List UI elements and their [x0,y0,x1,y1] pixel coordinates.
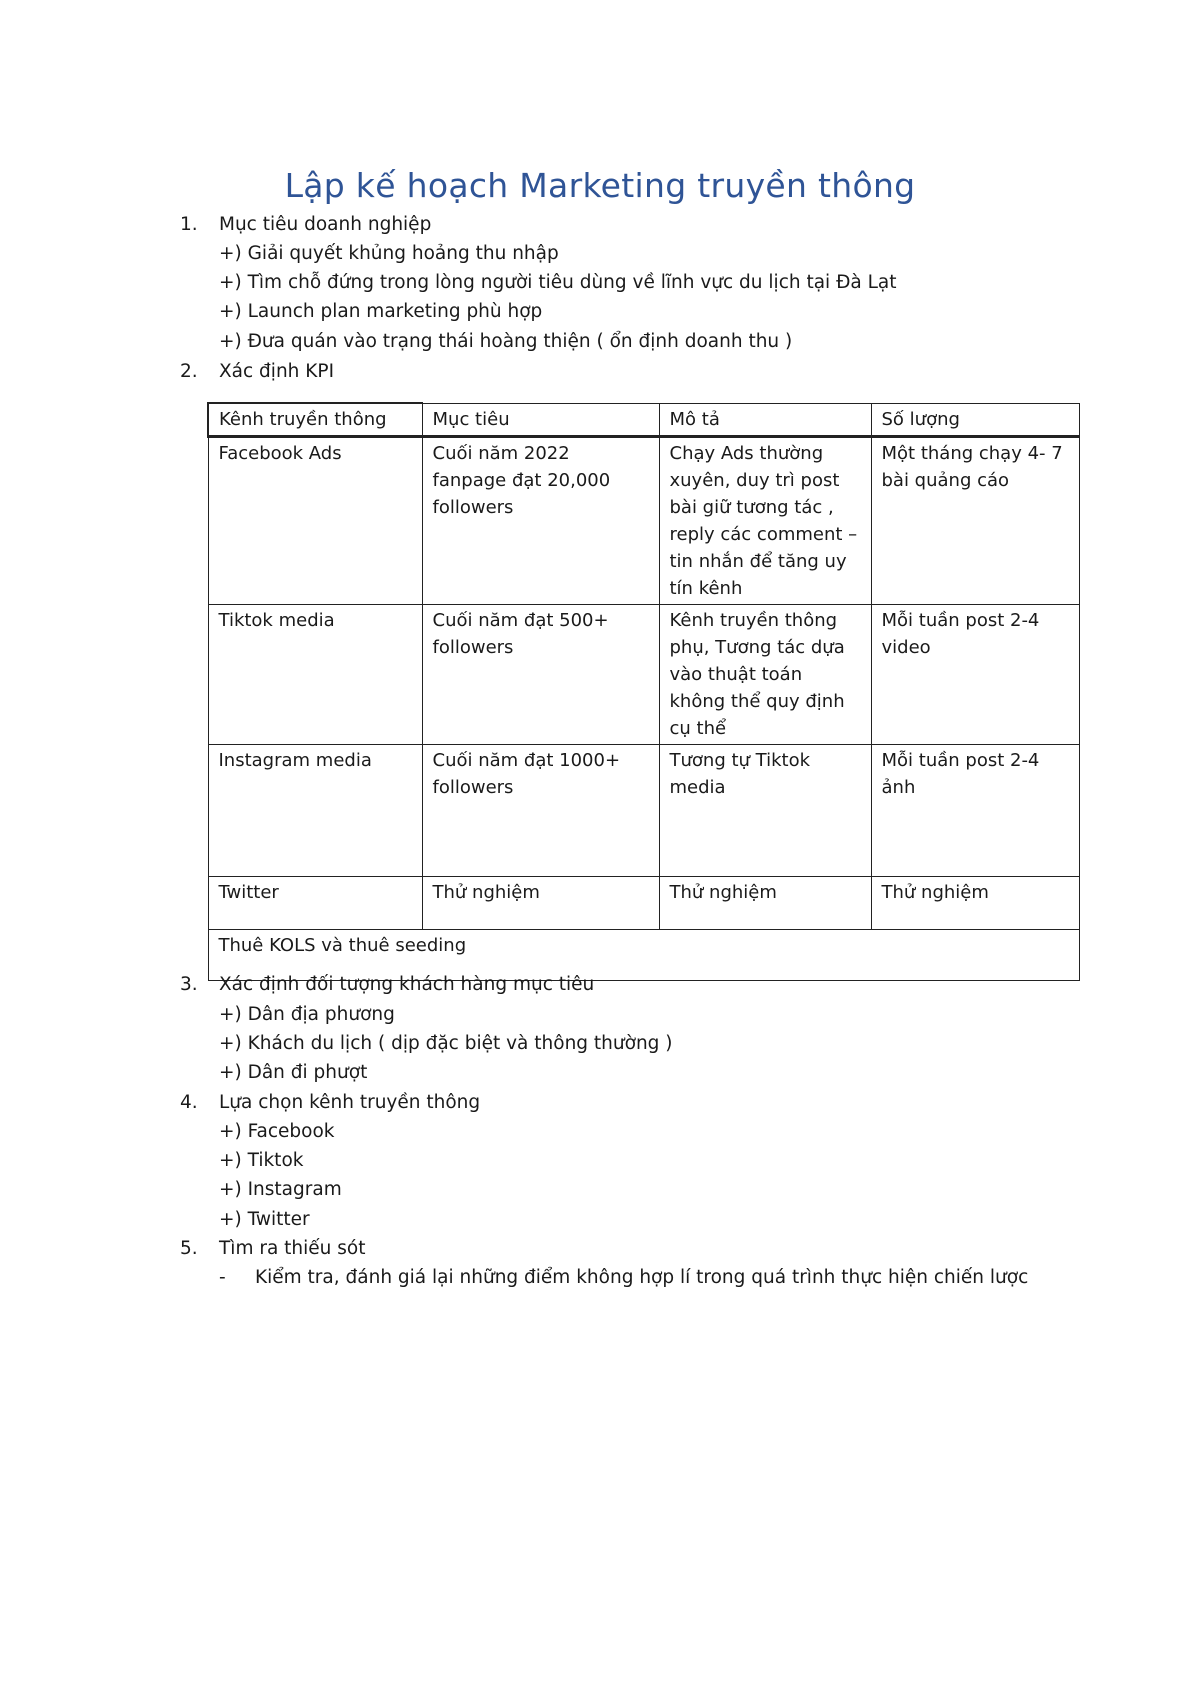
table-cell: Mỗi tuần post 2-4 video [871,605,1079,745]
table-cell: Thử nghiệm [659,877,871,930]
list-item: +) Đưa quán vào trạng thái hoàng thiện ( ổn định doanh thu ) [219,331,793,352]
table-cell: Tương tự Tiktok media [659,745,871,877]
section-number: 3. [180,974,198,995]
list-item: +) Instagram [219,1179,342,1200]
table-header-cell: Mục tiêu [422,403,659,437]
section-heading: Tìm ra thiếu sót [219,1238,366,1259]
table-cell: Tiktok media [208,605,422,745]
table-row [208,605,1079,745]
section-number: 2. [180,361,198,382]
table-header-row [208,403,1079,437]
table-header-cell: Kênh truyền thông [208,403,422,437]
table-footer-cell: Thuê KOLS và thuê seeding [208,930,1079,981]
list-item: +) Khách du lịch ( dịp đặc biệt và thông thường ) [219,1033,673,1054]
list-item: +) Dân đi phượt [219,1062,368,1083]
table-cell: Cuối năm 2022 fanpage đạt 20,000 followers [422,437,659,605]
kpi-table [207,402,1080,981]
section-heading: Xác định KPI [219,361,335,382]
table-row [208,877,1079,930]
section-heading: Xác định đối tượng khách hàng mục tiêu [219,974,595,995]
page-title: Lập kế hoạch Marketing truyền thông [284,166,916,205]
table-cell: Một tháng chạy 4- 7 bài quảng cáo [871,437,1079,605]
bullet-text: Kiểm tra, đánh giá lại những điểm không hợp lí trong quá trình thực hiện chiến lược [255,1267,1029,1288]
section-number: 1. [180,214,198,235]
section-number: 5. [180,1238,198,1259]
table-cell: Instagram media [208,745,422,877]
table-row [208,437,1079,605]
bullet-dash: - [219,1267,226,1288]
table-cell: Kênh truyền thông phụ, Tương tác dựa vào thuật toán không thể quy định cụ thể [659,605,871,745]
table-header-cell: Số lượng [871,403,1079,437]
list-item: +) Twitter [219,1209,310,1230]
list-item: +) Tiktok [219,1150,304,1171]
list-item: +) Giải quyết khủng hoảng thu nhập [219,243,559,264]
section-heading: Lựa chọn kênh truyền thông [219,1092,481,1113]
list-item: +) Launch plan marketing phù hợp [219,301,543,322]
table-cell: Cuối năm đạt 500+ followers [422,605,659,745]
table-cell: Chạy Ads thường xuyên, duy trì post bài giữ tương tác , reply các comment – tin nhắn để tăng uy tín kênh [659,437,871,605]
list-item: +) Facebook [219,1121,335,1142]
table-cell: Mỗi tuần post 2-4 ảnh [871,745,1079,877]
list-item: +) Tìm chỗ đứng trong lòng người tiêu dùng về lĩnh vực du lịch tại Đà Lạt [219,272,897,293]
list-item: +) Dân địa phương [219,1004,395,1025]
section-number: 4. [180,1092,198,1113]
table-cell: Facebook Ads [208,437,422,605]
table-header-cell: Mô tả [659,403,871,437]
table-row [208,745,1079,877]
table-cell: Cuối năm đạt 1000+ followers [422,745,659,877]
table-cell: Twitter [208,877,422,930]
section-heading: Mục tiêu doanh nghiệp [219,214,432,235]
table-cell: Thử nghiệm [871,877,1079,930]
table-cell: Thử nghiệm [422,877,659,930]
